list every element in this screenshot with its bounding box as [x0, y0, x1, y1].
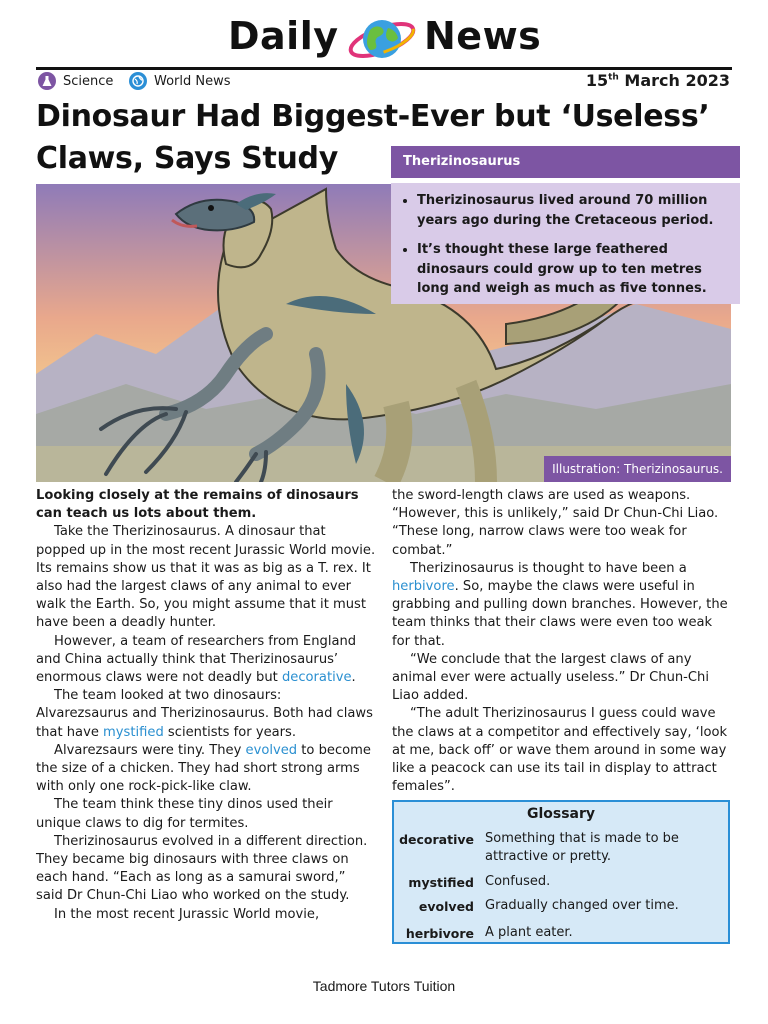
date-suffix: th: [608, 72, 619, 83]
article-paragraph: In the most recent Jurassic World movie,: [54, 906, 320, 922]
text-run: Therizinosaurus is thought to have been a: [410, 560, 687, 576]
headline-line-2: Claws, Says Study: [36, 141, 338, 176]
glossary-term: mystified: [408, 875, 474, 890]
article-paragraph: Therizinosaurus evolved in a different direction. They became big dinosaurs with three claws on each hand. “Each as long as a samurai sword,” said Dr Chun-Chi Liao who worked on the study.: [36, 833, 368, 904]
tag-world-news-label: World News: [154, 73, 231, 89]
glossary-title: Glossary: [526, 806, 596, 822]
article-paragraph: [392, 560, 732, 651]
tag-science[interactable]: [38, 71, 113, 91]
article-paragraph: [36, 742, 376, 797]
keyword-link-evolved[interactable]: evolved: [245, 742, 298, 758]
keyword-link-mystified[interactable]: mystified: [103, 724, 164, 740]
glossary-term: decorative: [399, 832, 474, 847]
glossary-definition: Confused.: [485, 874, 551, 889]
date-rest: March 2023: [618, 71, 730, 90]
globe-logo-icon: [346, 8, 418, 68]
masthead-rule: [36, 67, 732, 70]
text-run: .: [351, 670, 356, 686]
illustration-caption: Illustration: Therizinosaurus.: [544, 456, 731, 482]
tag-world-news[interactable]: [129, 71, 231, 91]
text-run: Alvarezsaurs were tiny. They: [54, 742, 246, 758]
article-intro: Looking closely at the remains of dinosaurs can teach us lots about them.: [36, 488, 359, 522]
glossary-box: [392, 800, 730, 944]
publish-date: [586, 71, 730, 90]
glossary-definition: Something that is made to be attractive or pretty.: [485, 831, 679, 864]
article-paragraph: Take the Therizinosaurus. A dinosaur that popped up in the most recent Jurassic World movie. Its remains show us that it was as big as a T. rex. It also had the largest claws of any animal to ever walk the Earth. So, you might assume that it must have been a deadly hunter.: [36, 524, 376, 631]
fact-box-title: Therizinosaurus: [391, 146, 740, 178]
footer-credit: Tadmore Tutors Tuition: [312, 978, 456, 994]
globe-icon: [129, 72, 147, 90]
flask-icon: [38, 72, 56, 90]
article-column-right: [392, 487, 732, 796]
article-paragraph: [36, 687, 376, 742]
glossary-term: herbivore: [405, 926, 474, 941]
text-run: scientists for years.: [163, 724, 297, 740]
fact-box: [391, 183, 740, 304]
fact-bullet: • Therizinosaurus lived around 70 million years ago during the Cretaceous period.: [417, 191, 730, 230]
article-paragraph: The team think these tiny dinos used their unique claws to dig for termites.: [36, 797, 333, 831]
keyword-link-decorative[interactable]: decorative: [281, 670, 352, 686]
article-column-left: [36, 487, 376, 924]
article-paragraph: [36, 633, 376, 688]
text-run: The team looked at two dinosaurs: Alvarezsaurus and Therizinosaurus. Both had claws that have: [36, 688, 373, 740]
masthead-news: News: [424, 14, 542, 58]
keyword-link-herbivore[interactable]: herbivore: [392, 579, 455, 595]
article-paragraph: “The adult Therizinosaurus I guess could wave the claws at a competitor and effectively say, ‘look at me, back off’ or wave them around in some way like a peacock can use its tail in display to attract females”.: [392, 706, 728, 795]
article-paragraph: the sword-length claws are used as weapons. “However, this is unlikely,” said Dr Chun-Chi Liao. “These long, narrow claws were too weak for combat.”: [392, 488, 719, 558]
text-run: However, a team of researchers from England and China actually think that Therizinosaurus’ enormous claws were not deadly but: [36, 633, 357, 686]
glossary-definition: A plant eater.: [485, 925, 573, 940]
text-run: . So, maybe the claws were useful in grabbing and pulling down branches. However, the team thinks that their claws were even too weak for that.: [392, 579, 728, 649]
headline-line-1: Dinosaur Had Biggest-Ever but ‘Useless’: [36, 99, 710, 134]
fact-bullet: • It’s thought these large feathered dinosaurs could grow up to ten metres long and weigh as much as five tonnes.: [417, 240, 730, 299]
glossary-definition: Gradually changed over time.: [485, 898, 679, 913]
tag-science-label: Science: [63, 73, 114, 89]
masthead-daily: Daily: [228, 14, 339, 58]
glossary-term: evolved: [418, 899, 474, 914]
date-day: 15: [585, 71, 609, 90]
article-paragraph: “We conclude that the largest claws of any animal ever were actually useless.” Dr Chun-Chi Liao added.: [392, 651, 709, 704]
text-run: to become the size of a chicken. They had short strong arms with only one rock-pick-like claw.: [36, 742, 371, 795]
